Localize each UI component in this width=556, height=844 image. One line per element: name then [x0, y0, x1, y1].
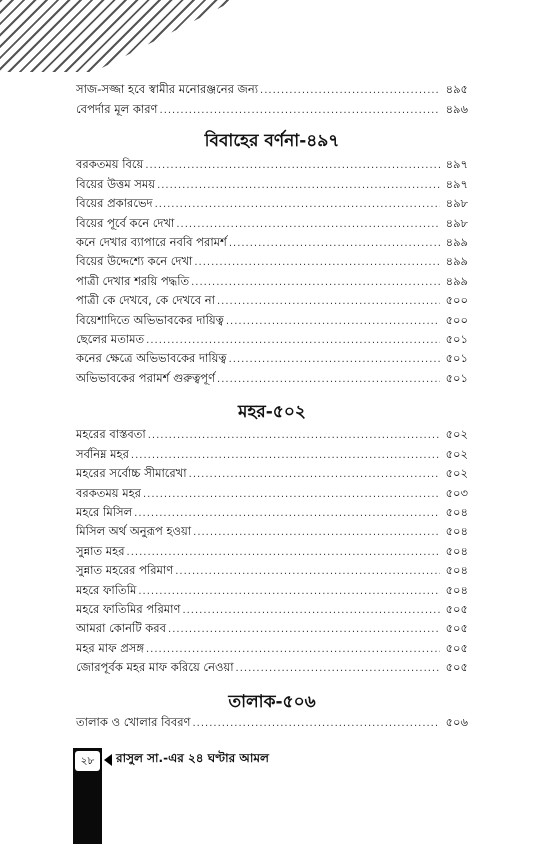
toc-entry-page: ৪৯৬ [445, 101, 468, 116]
dot-leader [193, 526, 440, 539]
dot-leader [146, 334, 440, 347]
toc-entry-page: ৫০৫ [445, 660, 468, 675]
toc-entry-title: মহর মাফ প্রসঙ্গ [76, 640, 144, 655]
toc-entry-page: ৫০০ [445, 312, 468, 327]
dot-leader [217, 373, 440, 386]
toc-section-marriage [76, 153, 468, 386]
toc-entry [76, 559, 468, 578]
toc-entry-page: ৫০৪ [445, 563, 468, 578]
dot-leader [134, 507, 440, 520]
dot-leader [236, 662, 440, 675]
toc-entry [76, 172, 468, 191]
toc-entry-title: কনের ক্ষেত্রে অভিভাবকের দায়িত্ব [76, 351, 227, 366]
toc-entry [76, 78, 468, 97]
toc-entry [76, 250, 468, 269]
toc-entry-title: মহরে ফাতিমির পরিমাণ [76, 601, 181, 616]
toc-entry-page: ৫০১ [445, 351, 468, 366]
toc-entry-title: ছেলের মতামত [76, 331, 145, 346]
dot-leader [148, 429, 440, 442]
toc-entry-title: বরকতময় মহর [76, 485, 141, 500]
toc-entry [76, 347, 468, 366]
toc-entry-page: ৫০৫ [445, 601, 468, 616]
toc-entry-page: ৪৯৭ [445, 157, 468, 172]
toc-entry-page: ৪৯৯ [445, 273, 468, 288]
section-heading-marriage: বিবাহের বর্ণনা-৪৯৭ [204, 131, 340, 151]
toc-entry-page: ৫০৪ [445, 504, 468, 519]
toc-entry-title: সুন্নাত মহর [76, 543, 125, 558]
dot-leader [157, 179, 440, 192]
dot-leader [194, 256, 440, 269]
section-heading-mahr: মহর-৫০২ [238, 402, 306, 422]
toc-section-continued [76, 78, 468, 117]
triangle-left-icon [104, 754, 112, 766]
toc-entry-page: ৫০২ [445, 446, 468, 461]
dot-leader [155, 198, 440, 211]
toc-entry-title: বিয়ের উত্তম সময় [76, 176, 156, 191]
toc-entry-title: পাত্রী কে দেখবে, কে দেখবে না [76, 293, 215, 308]
toc-entry [76, 501, 468, 520]
toc-entry-title: আমরা কোনটি করব [76, 621, 167, 636]
toc-entry-title: কনে দেখার ব্যাপারে নববি পরামর্শ [76, 234, 227, 249]
toc-entry-page: ৫০২ [445, 466, 468, 481]
toc-entry-title: বিয়েশাদিতে অভিভাবকের দায়িত্ব [76, 312, 224, 327]
toc-entry [76, 598, 468, 617]
toc-entry [76, 211, 468, 230]
toc-entry [76, 520, 468, 539]
toc-entry [76, 636, 468, 655]
dot-leader [146, 643, 440, 656]
toc-entry [76, 269, 468, 288]
toc-entry-page: ৫০২ [445, 427, 468, 442]
dot-leader [191, 276, 440, 289]
decorative-stripes [0, 0, 235, 72]
page-number: ২৮ [75, 751, 100, 771]
toc-section-talaq [76, 711, 468, 730]
toc-entry [76, 308, 468, 327]
toc-section-mahr [76, 423, 468, 675]
toc-entry-page: ৫০৩ [445, 485, 468, 500]
toc-entry [76, 423, 468, 442]
dot-leader [189, 468, 440, 481]
toc-entry-page: ৪৯৮ [445, 196, 468, 211]
toc-entry [76, 539, 468, 558]
toc-entry-title: মহরে মিসিল [76, 504, 133, 519]
toc-entry-title: বেপর্দার মূল কারণ [76, 101, 158, 116]
toc-entry [76, 578, 468, 597]
section-heading-talaq: তালাক-৫০৬ [228, 692, 316, 712]
toc-entry [76, 656, 468, 675]
toc-entry [76, 328, 468, 347]
dot-leader [193, 717, 441, 730]
dot-leader [229, 353, 440, 366]
dot-leader [138, 585, 440, 598]
toc-entry-title: পাত্রী দেখার শরয়ি পদ্ধতি [76, 273, 190, 288]
toc-entry-title: বরকতময় বিয়ে [76, 157, 144, 172]
dot-leader [131, 449, 440, 462]
toc-entry [76, 289, 468, 308]
toc-entry-page: ৫০৫ [445, 640, 468, 655]
dot-leader [182, 604, 440, 617]
dot-leader [145, 159, 440, 172]
running-book-title: রাসুল সা.-এর ২৪ ঘণ্টার আমল [116, 751, 269, 765]
toc-entry-page: ৪৯৫ [445, 82, 468, 97]
toc-entry-page: ৪৯৯ [445, 234, 468, 249]
toc-entry-title: বিয়ের প্রকারভেদ [76, 196, 153, 211]
dot-leader [168, 623, 440, 636]
toc-entry [76, 231, 468, 250]
toc-entry [76, 711, 468, 730]
toc-entry-page: ৪৯৯ [445, 254, 468, 269]
toc-entry-title: মহরের বাস্তবতা [76, 427, 146, 442]
toc-entry-page: ৫০৪ [445, 582, 468, 597]
dot-leader [229, 237, 440, 250]
toc-entry-page: ৫০১ [445, 331, 468, 346]
toc-entry [76, 192, 468, 211]
toc-entry-title: জোরপূর্বক মহর মাফ করিয়ে নেওয়া [76, 660, 234, 675]
toc-entry-page: ৫০১ [445, 370, 468, 385]
toc-entry [76, 481, 468, 500]
toc-entry-page: ৫০৬ [445, 715, 468, 730]
toc-entry-title: তালাক ও খোলার বিবরণ [76, 715, 191, 730]
toc-entry-page: ৫০০ [445, 293, 468, 308]
toc-entry-title: মহরে ফাতিমি [76, 582, 137, 597]
toc-entry-page: ৪৯৭ [445, 176, 468, 191]
dot-leader [226, 315, 440, 328]
toc-entry-page: ৫০৪ [445, 543, 468, 558]
toc-entry-title: মিসিল অর্থ অনুরূপ হওয়া [76, 524, 192, 539]
toc-entry [76, 366, 468, 385]
toc-entry [76, 153, 468, 172]
toc-entry-page: ৫০৫ [445, 621, 468, 636]
toc-entry-title: সাজ-সজ্জা হবে স্বামীর মনোরঞ্জনের জন্য [76, 82, 259, 97]
toc-entry-title: সুন্নাত মহরের পরিমাণ [76, 563, 174, 578]
dot-leader [217, 295, 440, 308]
dot-leader [160, 104, 440, 117]
dot-leader [175, 565, 440, 578]
toc-entry-title: বিয়ের উদ্দেশ্যে কনে দেখা [76, 254, 193, 269]
dot-leader [176, 218, 440, 231]
toc-entry [76, 462, 468, 481]
toc-entry-page: ৪৯৮ [445, 215, 468, 230]
toc-entry [76, 442, 468, 461]
toc-entry-title: অভিভাবকের পরামর্শ গুরুত্বপূর্ণ [76, 370, 216, 385]
dot-leader [143, 488, 440, 501]
toc-entry [76, 97, 468, 116]
toc-entry-page: ৫০৪ [445, 524, 468, 539]
toc-entry-title: বিয়ের পূর্বে কনে দেখা [76, 215, 175, 230]
dot-leader [260, 84, 440, 97]
toc-entry-title: মহরের সর্বোচ্চ সীমারেখা [76, 466, 187, 481]
toc-entry [76, 617, 468, 636]
toc-entry-title: সর্বনিম্ন মহর [76, 446, 129, 461]
dot-leader [127, 546, 440, 559]
